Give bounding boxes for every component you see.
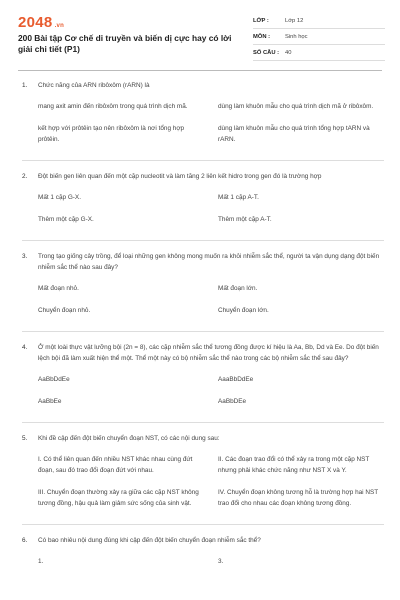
answer-option[interactable]: AaBbEe bbox=[38, 398, 62, 405]
logo-text: 2048 bbox=[18, 14, 53, 31]
answer-options bbox=[22, 101, 384, 156]
question-stem bbox=[22, 535, 384, 546]
answer-option[interactable]: AaBbDEe bbox=[218, 398, 247, 405]
answer-option[interactable]: Mất 1 cặp G-X. bbox=[38, 194, 81, 201]
site-logo[interactable] bbox=[18, 14, 64, 31]
answer-option[interactable]: Thêm một cặp A-T. bbox=[218, 216, 272, 223]
question bbox=[22, 171, 384, 236]
answer-option[interactable]: 3. bbox=[218, 558, 224, 565]
question-list bbox=[22, 80, 384, 578]
answer-option[interactable]: dùng làm khuôn mẫu cho quá trình dịch mã ở ribôxôm. bbox=[218, 103, 374, 110]
question-divider bbox=[22, 331, 384, 332]
meta-value: Sinh học bbox=[285, 33, 308, 40]
answer-option[interactable]: Mất 1 cặp A-T. bbox=[218, 194, 259, 201]
question-stem bbox=[22, 342, 384, 364]
question-divider bbox=[22, 240, 384, 241]
answer-option[interactable]: Mất đoạn lớn. bbox=[218, 285, 258, 292]
answer-options bbox=[22, 283, 384, 327]
answer-option[interactable]: Chuyển đoạn nhỏ. bbox=[38, 307, 91, 314]
answer-option[interactable]: Mất đoạn nhỏ. bbox=[38, 285, 79, 292]
answer-option[interactable]: mang axit amin đến ribôxôm trong quá trình dịch mã. bbox=[38, 103, 188, 110]
meta-value: Lớp 12 bbox=[285, 17, 304, 24]
question bbox=[22, 251, 384, 327]
question bbox=[22, 80, 384, 156]
question-stem bbox=[22, 80, 384, 91]
question-text: Trong tạo giống cây trồng, để loại những gen không mong muốn ra khỏi nhiễm sắc thể, người ta vận dụng dạng đột biến nhiễm sắc thể nào sau đây? bbox=[38, 253, 380, 271]
answer-option[interactable]: I. Có thể liên quan đến nhiều NST khác nhau cùng đứt đoạn, sau đó trao đổi đoạn đứt với nhau. bbox=[38, 456, 193, 474]
question-stem bbox=[22, 251, 384, 273]
meta-label: SỐ CÂU : bbox=[253, 49, 280, 56]
answer-options bbox=[22, 556, 384, 578]
meta-row-count bbox=[253, 45, 385, 61]
answer-option[interactable]: AaBbDdEe bbox=[38, 376, 70, 383]
question-number: 6. bbox=[22, 537, 28, 544]
question-stem bbox=[22, 171, 384, 182]
question-text: Chức năng của ARN ribôxôm (rARN) là bbox=[38, 82, 150, 89]
question-text: Ở một loài thực vật lưỡng bội (2n = 8), các cặp nhiễm sắc thể tương đồng được kí hiệu là Aa, Bb, Dd và Ee. Do đột biến lệch bội đã làm xuất hiện thể một. Thể một này có bộ nhiễm sắc thể nào trong các bộ nhiễm sắc thể sau đây? bbox=[38, 344, 379, 362]
meta-row-class bbox=[253, 13, 385, 29]
question-number: 4. bbox=[22, 344, 28, 351]
question-number: 1. bbox=[22, 82, 28, 89]
question bbox=[22, 535, 384, 578]
question-stem bbox=[22, 433, 384, 444]
answer-options bbox=[22, 454, 384, 520]
logo-suffix: .vn bbox=[54, 23, 65, 29]
question-divider bbox=[22, 160, 384, 161]
document-title: 200 Bài tập Cơ chế di truyền và biến dị cực hay có lời giải chi tiết (P1) bbox=[18, 33, 232, 54]
meta-value: 40 bbox=[285, 49, 292, 56]
answer-option[interactable]: III. Chuyển đoạn thường xảy ra giữa các cặp NST không tương đồng, hậu quả làm giảm sức sống của sinh vật. bbox=[38, 489, 199, 507]
answer-option[interactable]: IV. Chuyển đoạn không tương hỗ là trường hợp hai NST trao đổi cho nhau các đoạn không tương đồng. bbox=[218, 489, 379, 507]
question-text: Khi đề cập đến đột biến chuyển đoạn NST, có các nội dung sau: bbox=[38, 435, 220, 442]
question-divider bbox=[22, 524, 384, 525]
answer-option[interactable]: II. Các đoạn trao đổi có thể xảy ra trong một cặp NST nhưng phải khác chức năng như NST X và Y. bbox=[218, 456, 370, 474]
answer-option[interactable]: kết hợp với prôtêin tạo nên ribôxôm là nơi tổng hợp prôtêin. bbox=[38, 125, 185, 143]
question-text: Đột biến gen liên quan đến một cặp nucleotit và làm tăng 2 liên kết hidro trong gen đó là trường hợp bbox=[38, 173, 322, 180]
question-number: 3. bbox=[22, 253, 28, 260]
question bbox=[22, 433, 384, 520]
question bbox=[22, 342, 384, 418]
answer-option[interactable]: dùng làm khuôn mẫu cho quá trình tổng hợp tARN và rARN. bbox=[218, 125, 370, 143]
meta-row-subject bbox=[253, 29, 385, 45]
answer-option[interactable]: AaaBbDdEe bbox=[218, 376, 254, 383]
question-text: Có bao nhiêu nội dung đúng khi cập đến đột biến chuyển đoạn nhiễm sắc thể? bbox=[38, 537, 261, 544]
answer-option[interactable]: Thêm một cặp G-X. bbox=[38, 216, 94, 223]
answer-options bbox=[22, 374, 384, 418]
question-number: 2. bbox=[22, 173, 28, 180]
question-number: 5. bbox=[22, 435, 28, 442]
answer-options bbox=[22, 192, 384, 236]
question-divider bbox=[22, 422, 384, 423]
document-meta bbox=[253, 13, 385, 61]
meta-label: MÔN : bbox=[253, 33, 271, 40]
header-divider bbox=[18, 70, 382, 71]
answer-option[interactable]: 1. bbox=[38, 558, 44, 565]
meta-label: LỚP : bbox=[253, 17, 269, 24]
answer-option[interactable]: Chuyển đoạn lớn. bbox=[218, 307, 269, 314]
